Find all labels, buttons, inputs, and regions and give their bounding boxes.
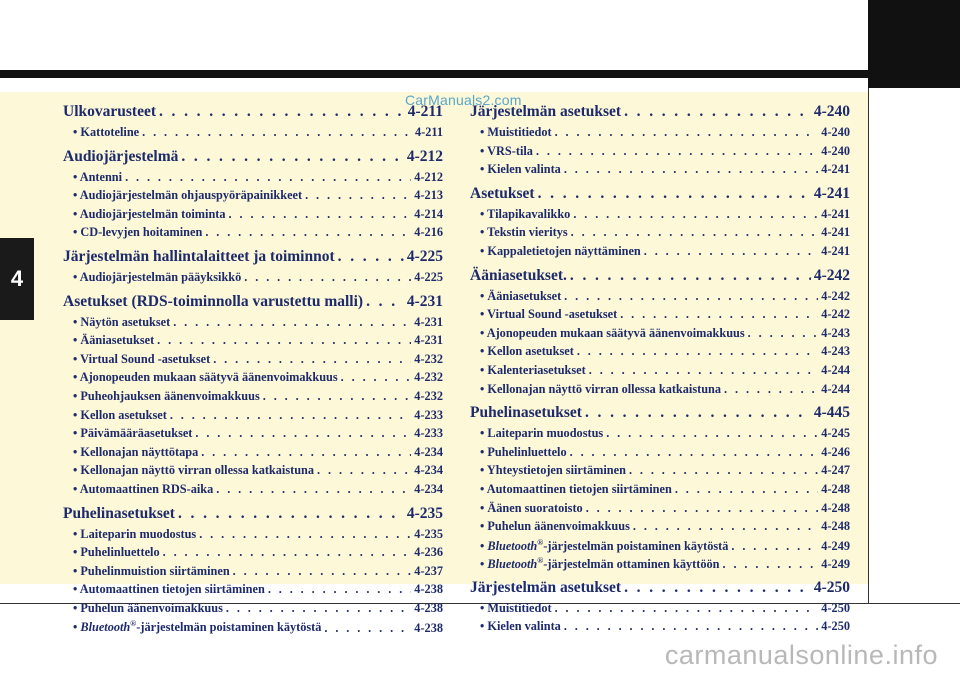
leader-dots	[317, 463, 411, 478]
entry-page-number: 4-250	[821, 600, 850, 615]
toc-entry[interactable]	[63, 170, 443, 189]
entry-title: • Tekstin vieritys	[480, 225, 568, 240]
leader-dots	[195, 426, 411, 441]
entry-title: • Automaattinen RDS-aika	[73, 481, 214, 496]
entry-title	[73, 619, 321, 635]
entry-title: • Kellon asetukset	[73, 407, 167, 422]
leader-dots	[577, 344, 818, 359]
entry-page-number: 4-241	[821, 206, 850, 221]
toc-entry[interactable]	[63, 426, 443, 445]
toc-entry[interactable]	[470, 125, 850, 144]
toc-entry[interactable]	[470, 556, 850, 575]
entry-title: • CD-levyjen hoitaminen	[73, 225, 203, 240]
entry-title: • Virtual Sound -asetukset	[480, 307, 618, 322]
entry-page-number: 4-248	[821, 519, 850, 534]
leader-dots	[263, 389, 412, 404]
toc-entry[interactable]	[63, 601, 443, 620]
toc-entry[interactable]	[470, 363, 850, 382]
toc-entry[interactable]	[63, 352, 443, 371]
registered-mark: ®	[537, 556, 544, 566]
entry-page-number: 4-241	[821, 243, 850, 258]
toc-entry[interactable]	[470, 619, 850, 638]
entry-page-number: 4-238	[414, 620, 443, 635]
entry-page-number: 4-244	[821, 362, 850, 377]
toc-entry[interactable]	[470, 225, 850, 244]
section-title: Ääniasetukset.	[470, 266, 567, 284]
leader-dots	[181, 148, 403, 166]
toc-entry[interactable]	[63, 408, 443, 427]
toc-section-heading[interactable]	[63, 505, 443, 527]
toc-section-heading[interactable]	[470, 267, 850, 289]
toc-entry[interactable]	[63, 463, 443, 482]
leader-dots	[571, 225, 819, 240]
leader-dots	[536, 144, 818, 159]
leader-dots	[629, 463, 818, 478]
toc-section-heading[interactable]	[63, 148, 443, 170]
entry-title: • Audiojärjestelmän ohjauspyöräpainikkeet	[73, 188, 303, 203]
toc-entry[interactable]	[470, 244, 850, 263]
leader-dots	[229, 207, 412, 222]
toc-entry[interactable]	[470, 463, 850, 482]
leader-dots	[731, 539, 818, 554]
entry-page-number: 4-240	[821, 125, 850, 139]
entry-page-number: 4-234	[414, 444, 443, 459]
toc-entry[interactable]	[63, 207, 443, 226]
entry-title: • Automaattinen tietojen siirtäminen	[480, 481, 672, 496]
entry-page-number: 4-237	[414, 563, 443, 578]
leader-dots	[233, 564, 412, 579]
entry-title: • Puhelinluettelo	[480, 444, 567, 459]
leader-dots	[125, 170, 411, 185]
entry-title: • Puheohjauksen äänenvoimakkuus	[73, 388, 260, 403]
entry-page-number: 4-234	[414, 463, 443, 478]
entry-page-number: 4-244	[821, 381, 850, 396]
leader-dots	[624, 579, 811, 597]
entry-title: • Puhelinmuistion siirtäminen	[73, 563, 230, 578]
entry-page-number: 4-213	[414, 188, 443, 203]
leader-dots	[205, 225, 411, 240]
entry-title: • Antenni	[73, 169, 123, 184]
entry-title: • Automaattinen tietojen siirtäminen	[73, 582, 265, 597]
leader-dots	[724, 382, 818, 397]
entry-page-number: 4-241	[821, 162, 850, 177]
section-page-number: 4-231	[406, 292, 443, 310]
entry-page-number: 4-250	[821, 619, 850, 634]
leader-dots	[555, 601, 819, 616]
leader-dots	[324, 621, 411, 636]
toc-section-heading[interactable]	[470, 404, 850, 426]
entry-title	[480, 538, 728, 554]
leader-dots	[624, 103, 811, 121]
toc-entry[interactable]	[470, 344, 850, 363]
corner-block	[868, 0, 960, 88]
entry-page-number: 4-232	[414, 388, 443, 403]
toc-entry[interactable]	[63, 445, 443, 464]
bluetooth-label: Bluetooth	[80, 620, 131, 635]
entry-page-number: 4-232	[414, 370, 443, 385]
watermark-top: CarManuals2.com	[405, 92, 522, 108]
entry-title: • Puhelinluettelo	[73, 545, 160, 560]
entry-page-number: 4-235	[414, 526, 443, 541]
entry-page-number: 4-248	[821, 481, 850, 496]
entry-page-number: 4-249	[821, 557, 850, 572]
toc-entry[interactable]	[63, 527, 443, 546]
entry-title: • Äänen suoratoisto	[480, 500, 583, 515]
leader-dots	[585, 404, 811, 422]
section-page-number: 4-212	[406, 147, 443, 165]
entry-title-text: -järjestelmän poistaminen käytöstä	[136, 620, 322, 635]
section-page-number: 4-225	[406, 247, 443, 265]
entry-title: • Kielen valinta	[480, 619, 561, 634]
leader-dots	[213, 352, 411, 367]
leader-dots	[216, 482, 411, 497]
registered-mark: ®	[130, 619, 137, 629]
toc-column-right	[470, 103, 850, 638]
entry-page-number: 4-248	[821, 500, 850, 515]
entry-page-number: 4-249	[821, 538, 850, 553]
entry-title: • Laiteparin muodostus	[480, 426, 604, 441]
entry-page-number: 4-246	[821, 444, 850, 459]
entry-title: • VRS-tila	[480, 143, 533, 158]
section-title: Järjestelmän hallintalaitteet ja toiminnot	[63, 247, 335, 265]
entry-title: • Kellonajan näyttö virran ollessa katkaistuna	[480, 381, 722, 396]
section-page-number: 4-445	[813, 404, 850, 422]
entry-title-text: -järjestelmän poistaminen käytöstä	[543, 538, 729, 553]
toc-entry[interactable]	[63, 125, 443, 144]
toc-section-heading[interactable]	[470, 579, 850, 601]
toc-entry[interactable]	[470, 289, 850, 308]
toc-entry[interactable]	[470, 538, 850, 557]
toc-entry[interactable]	[470, 162, 850, 181]
toc-entry[interactable]	[63, 582, 443, 601]
entry-title: • Muistitiedot	[480, 125, 552, 139]
entry-title	[480, 556, 720, 572]
toc-entry[interactable]	[63, 315, 443, 334]
entry-title: • Yhteystietojen siirtäminen	[480, 463, 626, 478]
leader-dots	[366, 293, 404, 311]
entry-title: • Ajonopeuden mukaan säätyvä äänenvoimakkuus	[480, 325, 745, 340]
entry-page-number: 4-242	[821, 307, 850, 322]
leader-dots	[338, 248, 404, 266]
leader-dots	[589, 363, 819, 378]
leader-dots	[226, 601, 411, 616]
toc-section-heading[interactable]	[63, 293, 443, 315]
entry-title: • Audiojärjestelmän pääyksikkö	[73, 269, 242, 284]
toc-entry[interactable]	[470, 445, 850, 464]
toc-entry[interactable]	[470, 519, 850, 538]
entry-title-text: -järjestelmän ottaminen käyttöön	[543, 557, 720, 572]
leader-dots	[586, 501, 819, 516]
section-title: Ulkovarusteet	[63, 103, 156, 120]
leader-dots	[570, 267, 811, 285]
watermark-bottom: carmanualsonline.info	[664, 640, 938, 670]
leader-dots	[142, 125, 412, 140]
leader-dots	[555, 125, 819, 140]
entry-page-number: 4-238	[414, 600, 443, 615]
entry-page-number: 4-245	[821, 426, 850, 441]
leader-dots	[633, 519, 818, 534]
toc-entry[interactable]	[63, 270, 443, 289]
toc-entry[interactable]	[470, 426, 850, 445]
toc-entry[interactable]	[470, 482, 850, 501]
chapter-tab[interactable]: 4	[0, 238, 34, 320]
leader-dots	[538, 185, 811, 203]
bluetooth-label: Bluetooth	[487, 538, 538, 553]
leader-dots	[159, 103, 405, 121]
entry-title: • Puhelun äänenvoimakkuus	[73, 600, 223, 615]
entry-page-number: 4-241	[821, 225, 850, 240]
bluetooth-label: Bluetooth	[487, 557, 538, 572]
toc-section-heading[interactable]	[470, 103, 850, 125]
entry-page-number: 4-243	[821, 344, 850, 359]
right-margin-rule	[868, 88, 869, 603]
leader-dots	[564, 162, 818, 177]
entry-bullet: •	[73, 620, 78, 635]
leader-dots	[748, 326, 819, 341]
leader-dots	[170, 408, 411, 423]
entry-page-number: 4-225	[414, 269, 443, 284]
leader-dots	[644, 244, 819, 259]
leader-dots	[244, 270, 411, 285]
toc-entry[interactable]	[470, 601, 850, 620]
entry-page-number: 4-212	[414, 169, 443, 184]
leader-dots	[606, 426, 818, 441]
leader-dots	[157, 333, 411, 348]
leader-dots	[178, 505, 404, 523]
toc-entry[interactable]	[470, 307, 850, 326]
section-page-number: 4-235	[406, 504, 443, 522]
toc-entry[interactable]	[63, 188, 443, 207]
leader-dots	[573, 207, 818, 222]
leader-dots	[564, 619, 818, 634]
entry-title: • Audiojärjestelmän toiminta	[73, 206, 226, 221]
entry-page-number: 4-216	[414, 225, 443, 240]
entry-title: • Kappaletietojen näyttäminen	[480, 243, 641, 258]
toc-entry[interactable]	[63, 619, 443, 638]
leader-dots	[341, 370, 412, 385]
leader-dots	[163, 545, 412, 560]
entry-page-number: 4-240	[821, 143, 850, 158]
section-title: Audiojärjestelmä	[63, 147, 179, 165]
entry-title: • Ääniasetukset	[73, 333, 155, 348]
toc-entry[interactable]	[63, 225, 443, 244]
entry-title: • Kellonajan näyttötapa	[73, 444, 199, 459]
section-page-number: 4-250	[813, 578, 850, 596]
toc-entry[interactable]	[63, 333, 443, 352]
entry-page-number: 4-247	[821, 463, 850, 478]
entry-page-number: 4-236	[414, 545, 443, 560]
entry-page-number: 4-211	[414, 125, 443, 139]
section-title: Järjestelmän asetukset	[470, 578, 622, 596]
entry-title: • Kielen valinta	[480, 162, 561, 177]
entry-title: • Laiteparin muodostus	[73, 526, 197, 541]
toc-column-left	[63, 103, 443, 638]
entry-title: • Kellonajan näyttö virran ollessa katkaistuna	[73, 463, 315, 478]
entry-page-number: 4-231	[414, 314, 443, 329]
toc-entry[interactable]	[470, 326, 850, 345]
toc-section-heading[interactable]	[63, 248, 443, 270]
registered-mark: ®	[537, 537, 544, 547]
entry-title: • Muistitiedot	[480, 600, 552, 615]
toc-section-heading[interactable]	[470, 185, 850, 207]
entry-title: • Näytön asetukset	[73, 314, 171, 329]
toc-entry[interactable]	[63, 482, 443, 501]
section-title: Asetukset (RDS-toiminnolla varustettu malli)	[63, 292, 364, 310]
section-title: Puhelinasetukset	[470, 404, 582, 422]
entry-title: • Ääniasetukset	[480, 288, 562, 303]
entry-page-number: 4-233	[414, 407, 443, 422]
entry-page-number: 4-214	[414, 206, 443, 221]
toc-entry[interactable]	[63, 564, 443, 583]
entry-title: • Kalenteriasetukset	[480, 362, 586, 377]
entry-bullet: •	[480, 557, 485, 572]
leader-dots	[723, 557, 819, 572]
entry-title: • Tilapikavalikko	[480, 206, 571, 221]
leader-dots	[173, 315, 411, 330]
toc-entry[interactable]	[470, 501, 850, 520]
leader-dots	[675, 482, 818, 497]
section-page-number: 4-211	[407, 103, 443, 120]
entry-page-number: 4-231	[414, 333, 443, 348]
section-page-number: 4-241	[813, 184, 850, 202]
entry-title: • Virtual Sound -asetukset	[73, 351, 211, 366]
section-title: Asetukset	[470, 184, 535, 202]
entry-bullet: •	[480, 538, 485, 553]
toc-entry[interactable]	[63, 545, 443, 564]
toc-entry[interactable]	[470, 144, 850, 163]
entry-page-number: 4-242	[821, 288, 850, 303]
entry-title: • Kattoteline	[73, 125, 140, 139]
top-rule	[0, 70, 868, 78]
section-page-number: 4-240	[813, 103, 850, 120]
entry-page-number: 4-234	[414, 481, 443, 496]
entry-title: • Puhelun äänenvoimakkuus	[480, 519, 630, 534]
leader-dots	[305, 188, 411, 203]
toc-section-heading[interactable]	[63, 103, 443, 125]
entry-title: • Päivämääräasetukset	[73, 426, 193, 441]
entry-page-number: 4-233	[414, 426, 443, 441]
leader-dots	[199, 527, 411, 542]
section-title: Järjestelmän asetukset	[470, 103, 622, 120]
section-title: Puhelinasetukset	[63, 504, 175, 522]
leader-dots	[268, 582, 411, 597]
entry-title: • Kellon asetukset	[480, 344, 574, 359]
entry-page-number: 4-238	[414, 582, 443, 597]
leader-dots	[620, 307, 818, 322]
toc-entry[interactable]	[63, 389, 443, 408]
entry-page-number: 4-243	[821, 325, 850, 340]
toc-entry[interactable]	[470, 207, 850, 226]
entry-title: • Ajonopeuden mukaan säätyvä äänenvoimakkuus	[73, 370, 338, 385]
entry-page-number: 4-232	[414, 351, 443, 366]
section-page-number: 4-242	[813, 266, 850, 284]
toc-entry[interactable]	[63, 370, 443, 389]
leader-dots	[564, 289, 818, 304]
toc-entry[interactable]	[470, 382, 850, 401]
leader-dots	[201, 445, 411, 460]
leader-dots	[570, 445, 819, 460]
